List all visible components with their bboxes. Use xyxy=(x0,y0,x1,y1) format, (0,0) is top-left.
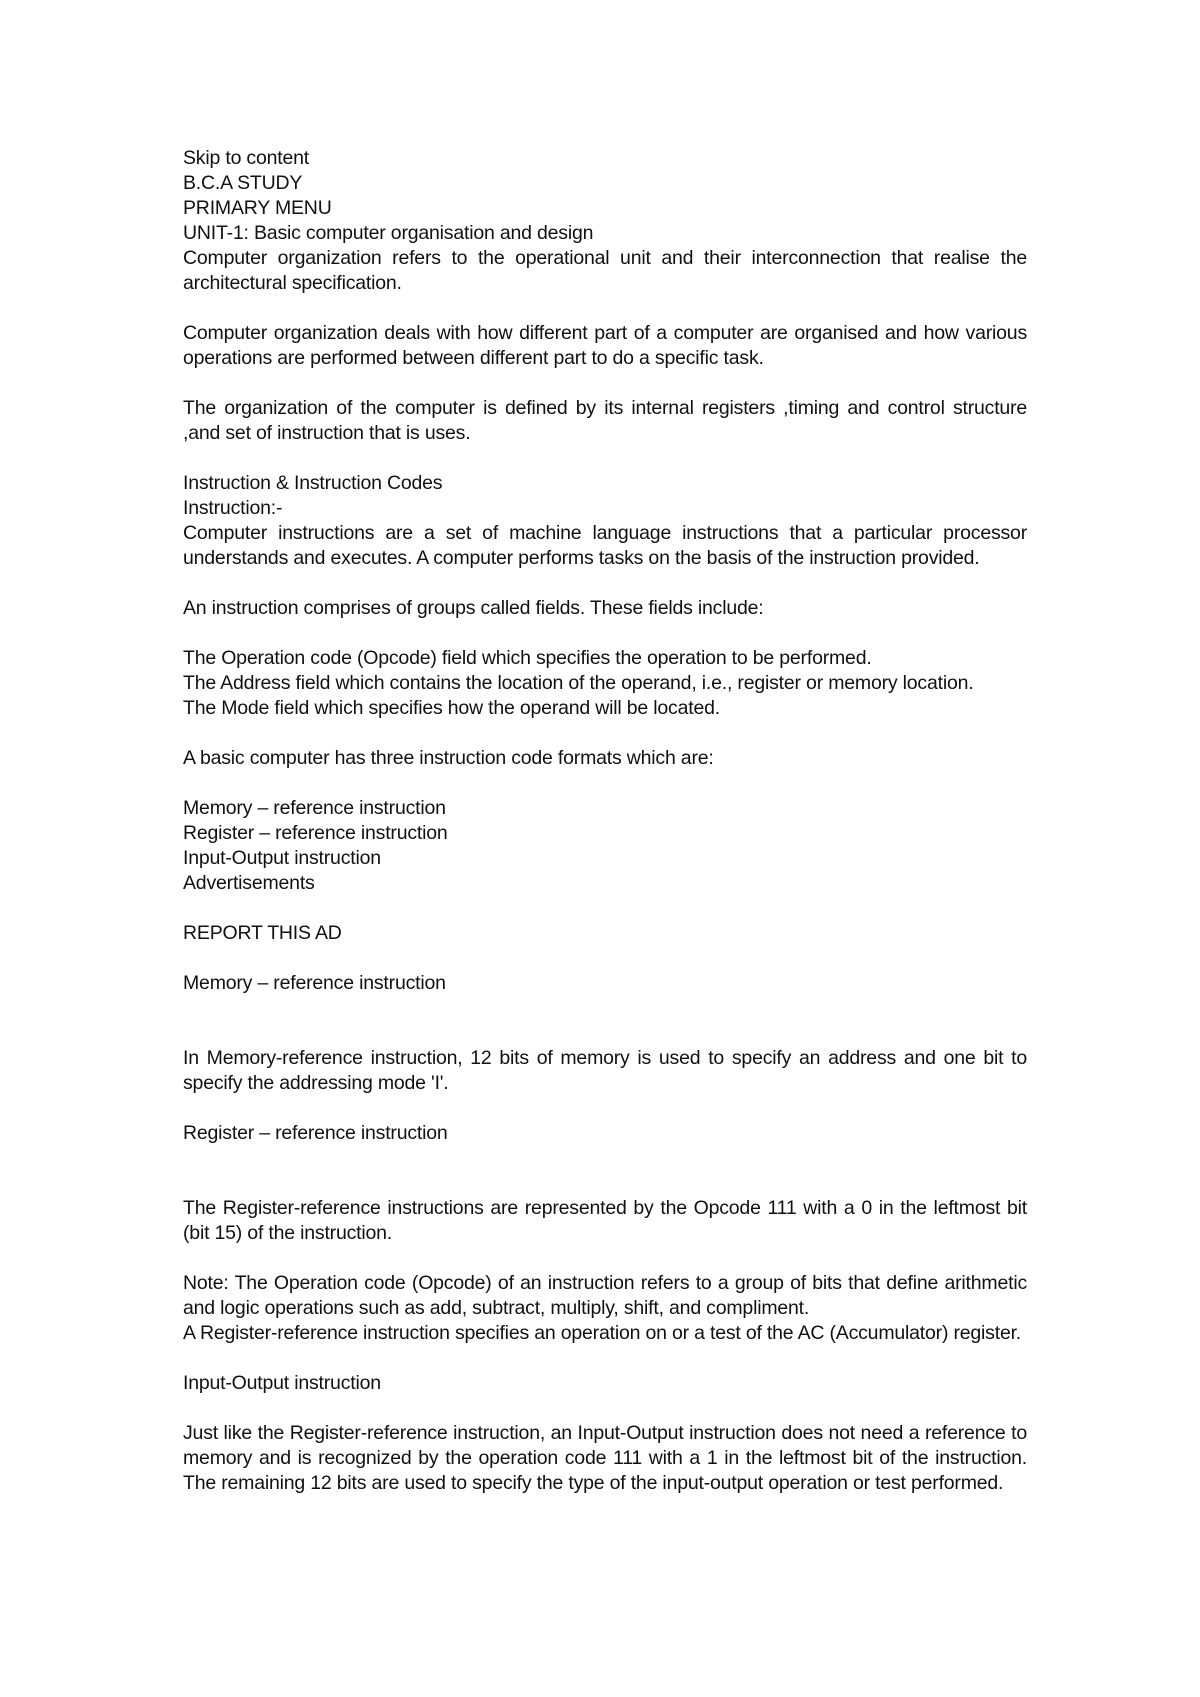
report-ad-link[interactable]: REPORT THIS AD xyxy=(183,922,342,944)
intro-paragraph-1: Computer organization refers to the operational unit and their interconnection that realise the architectural specification. xyxy=(183,247,1027,294)
io-instruction-paragraph: Just like the Register-reference instruction, an Input-Output instruction does not need a reference to memory and is recognized by the operation code 111 with a 1 in the leftmost bit of the instruction. The remaining 12 bits are used to specify the type of the input-output operation or test performed. xyxy=(183,1422,1027,1494)
field-item-opcode: The Operation code (Opcode) field which specifies the operation to be performed. xyxy=(183,647,872,669)
section-heading-instruction-codes: Instruction & Instruction Codes xyxy=(183,472,443,494)
instruction-definition: Computer instructions are a set of machine language instructions that a particular processor understands and executes. A computer performs tasks on the basis of the instruction provided. xyxy=(183,522,1027,569)
document-page xyxy=(183,146,1027,1496)
io-instruction-heading: Input-Output instruction xyxy=(183,1372,381,1394)
memory-reference-heading: Memory – reference instruction xyxy=(183,972,446,994)
intro-paragraph-2: Computer organization deals with how different part of a computer are organised and how various operations are performed between different part to do a specific task. xyxy=(183,322,1027,369)
primary-menu-label[interactable]: PRIMARY MENU xyxy=(183,197,332,219)
fields-intro: An instruction comprises of groups called fields. These fields include: xyxy=(183,597,764,619)
register-reference-heading: Register – reference instruction xyxy=(183,1122,448,1144)
format-item-register: Register – reference instruction xyxy=(183,822,448,844)
advertisements-label: Advertisements xyxy=(183,872,315,894)
article-title: UNIT-1: Basic computer organisation and design xyxy=(183,222,594,244)
note-paragraph: Note: The Operation code (Opcode) of an instruction refers to a group of bits that define arithmetic and logic operations such as add, subtract, multiply, shift, and compliment. xyxy=(183,1272,1027,1319)
intro-paragraph-3: The organization of the computer is defined by its internal registers ,timing and control structure ,and set of instruction that is uses. xyxy=(183,397,1027,444)
instruction-heading: Instruction:- xyxy=(183,497,283,519)
formats-intro: A basic computer has three instruction code formats which are: xyxy=(183,747,714,769)
field-item-mode: The Mode field which specifies how the operand will be located. xyxy=(183,697,720,719)
format-item-io: Input-Output instruction xyxy=(183,847,381,869)
site-title[interactable]: B.C.A STUDY xyxy=(183,172,303,194)
register-reference-paragraph-2: A Register-reference instruction specifies an operation on or a test of the AC (Accumulator) register. xyxy=(183,1322,1022,1344)
register-reference-paragraph: The Register-reference instructions are represented by the Opcode 111 with a 0 in the leftmost bit (bit 15) of the instruction. xyxy=(183,1197,1027,1244)
format-item-memory: Memory – reference instruction xyxy=(183,797,446,819)
skip-to-content-link[interactable]: Skip to content xyxy=(183,147,309,169)
memory-reference-paragraph: In Memory-reference instruction, 12 bits of memory is used to specify an address and one bit to specify the addressing mode 'I'. xyxy=(183,1047,1027,1094)
field-item-address: The Address field which contains the location of the operand, i.e., register or memory location. xyxy=(183,672,974,694)
